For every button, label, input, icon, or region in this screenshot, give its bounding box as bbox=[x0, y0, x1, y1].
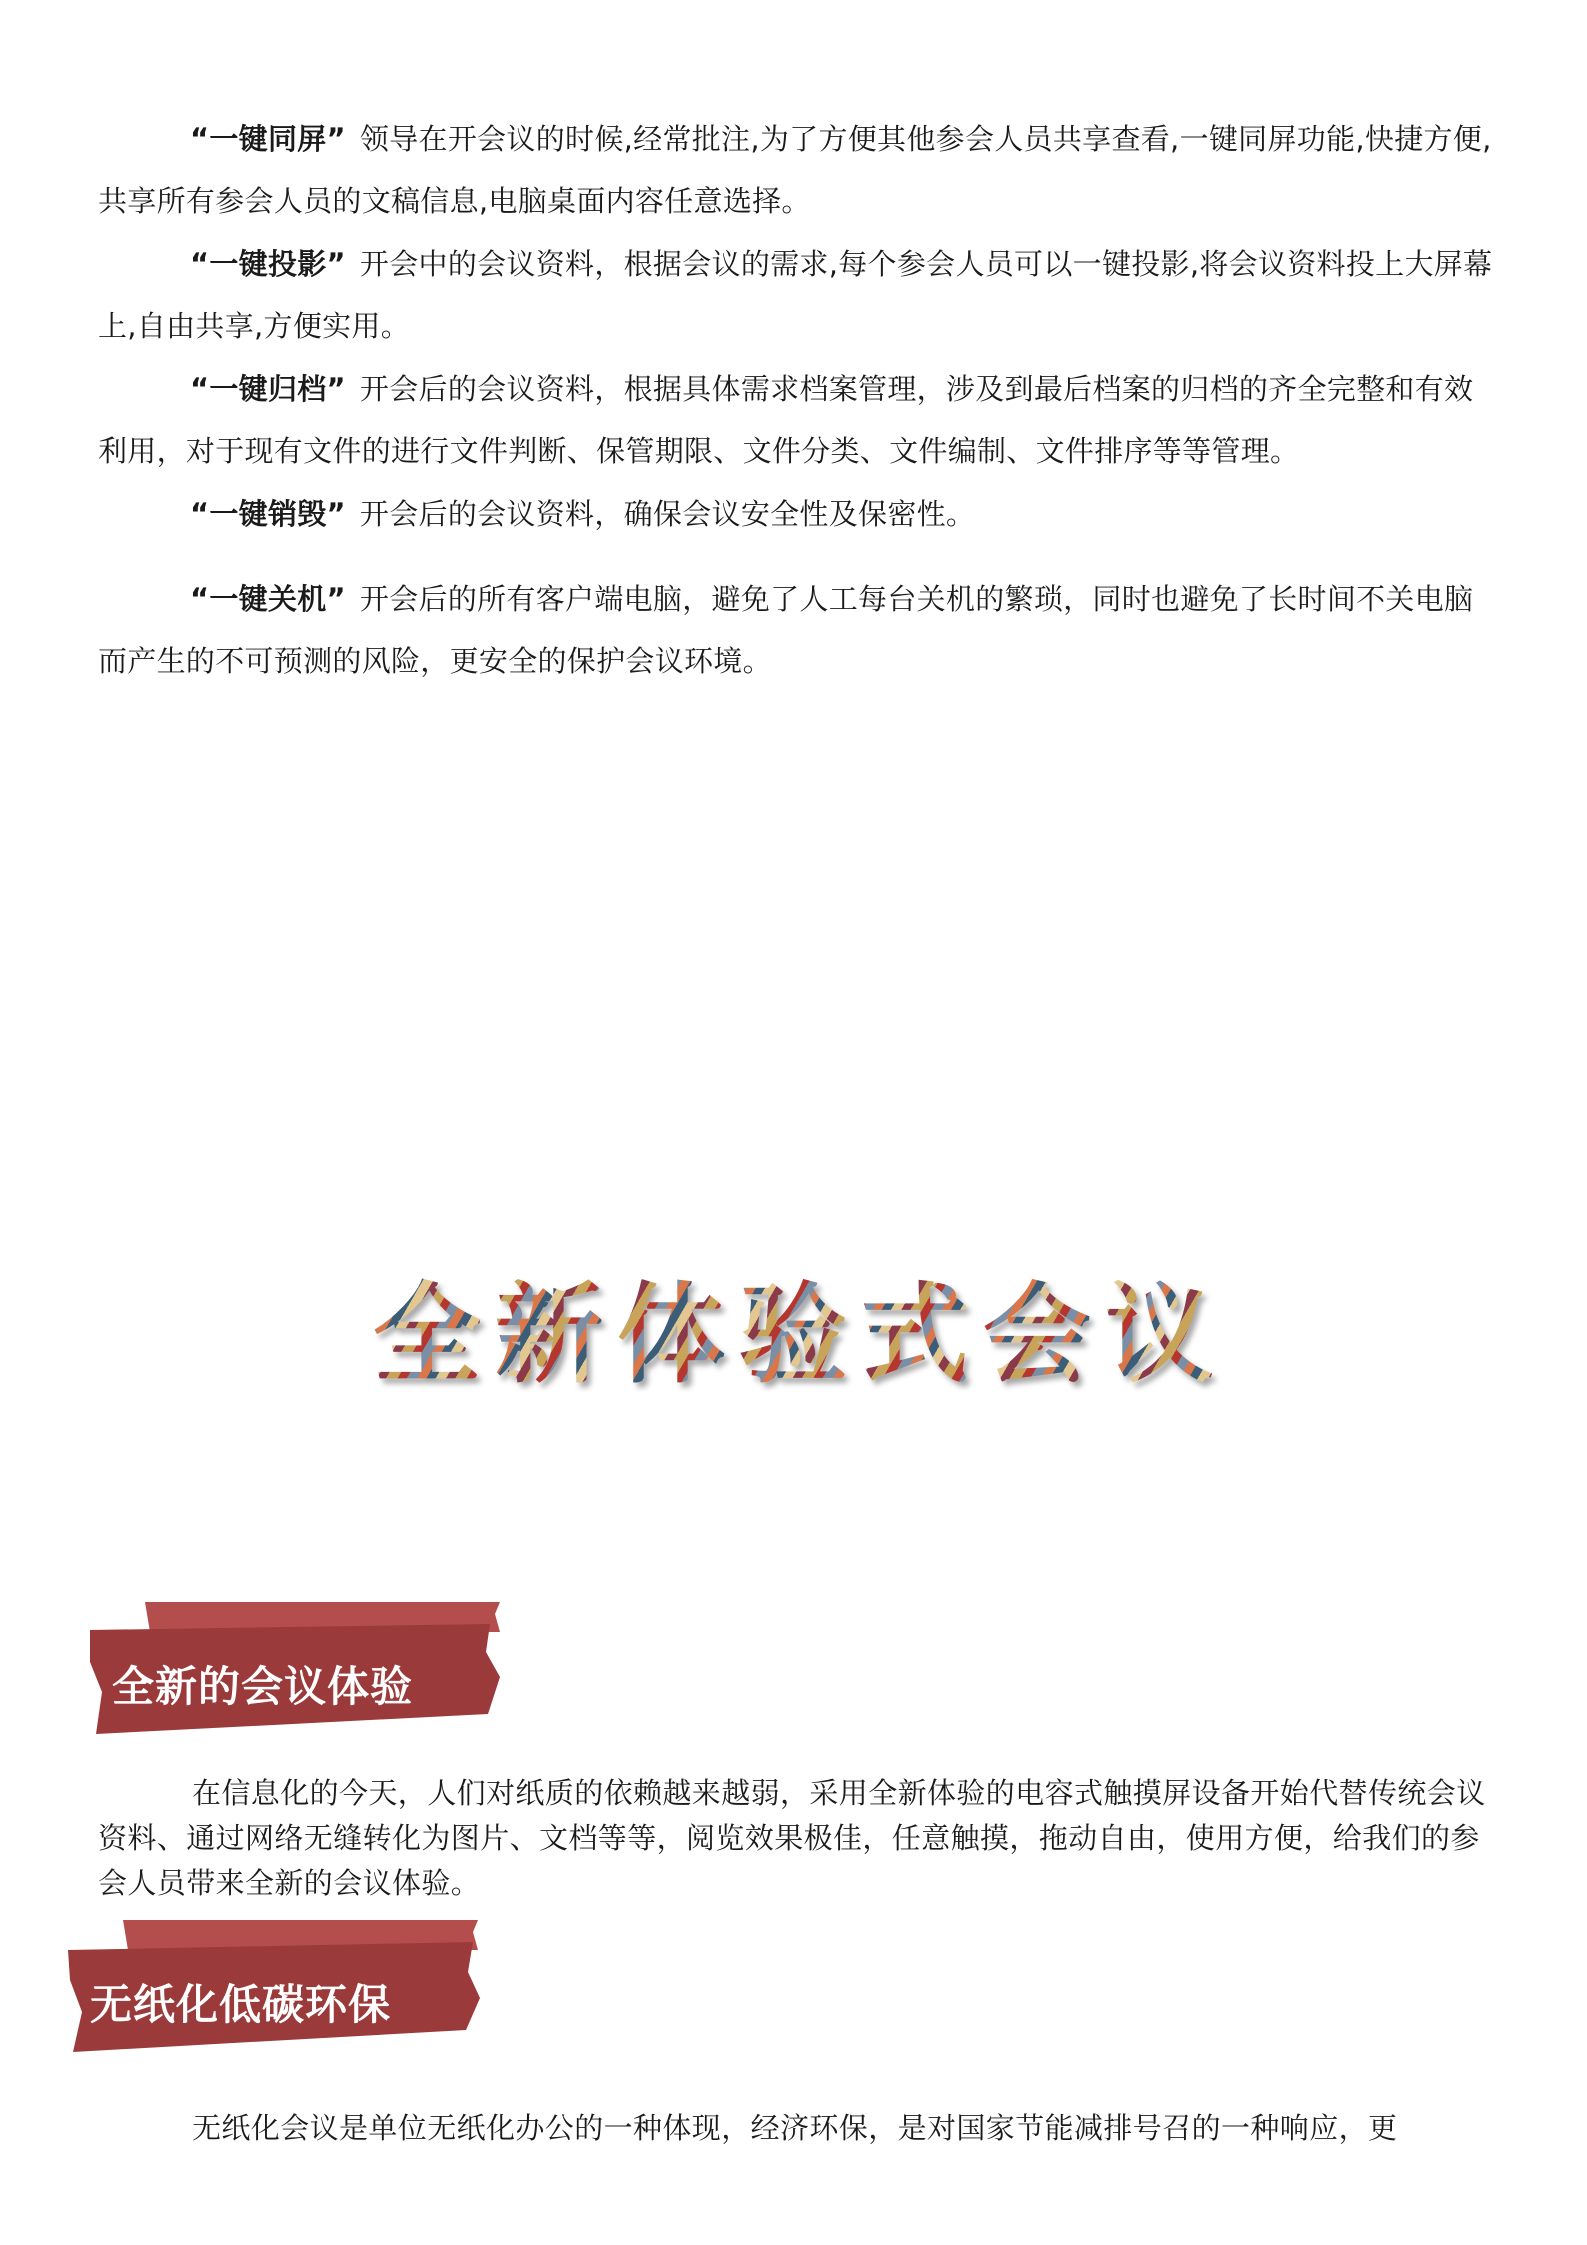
feature-paragraph-shutdown bbox=[98, 568, 1498, 692]
feature-keyword: “一键关机” bbox=[190, 582, 346, 616]
section-banner-experience bbox=[90, 1602, 510, 1737]
feature-text: 开会中的会议资料，根据会议的需求,每个参会人员可以一键投影,将会议资料投上大屏幕上,自由共享,方便实用。 bbox=[98, 247, 1493, 343]
feature-text: 开会后的所有客户端电脑，避免了人工每台关机的繁琐，同时也避免了长时间不关电脑而产生的不可预测的风险，更安全的保护会议环境。 bbox=[98, 582, 1474, 678]
feature-paragraph-projection bbox=[98, 233, 1498, 357]
big-title: 全新体验式会议 bbox=[310, 1270, 1290, 1400]
section-body-paperless: 无纸化会议是单位无纸化办公的一种体现，经济环保，是对国家节能减排号召的一种响应，更 bbox=[192, 2111, 1398, 2145]
feature-text: 开会后的会议资料，确保会议安全性及保密性。 bbox=[359, 497, 976, 531]
feature-text: 开会后的会议资料，根据具体需求档案管理，涉及到最后档案的归档的齐全完整和有效利用，对于现有文件的进行文件判断、保管期限、文件分类、文件编制、文件排序等等管理。 bbox=[98, 372, 1474, 468]
feature-keyword: “一键投影” bbox=[190, 247, 346, 281]
feature-keyword: “一键归档” bbox=[190, 372, 346, 406]
section-body-experience: 在信息化的今天，人们对纸质的依赖越来越弱，采用全新体验的电容式触摸屏设备开始代替传统会议资料、通过网络无缝转化为图片、文档等等，阅览效果极佳，任意触摸，拖动自由，使用方便，给我们的参会人员带来全新的会议体验。 bbox=[98, 1776, 1486, 1900]
feature-keyword: “一键同屏” bbox=[190, 122, 346, 156]
section-heading: 无纸化低碳环保 bbox=[90, 1980, 392, 2029]
feature-paragraph-destroy bbox=[98, 483, 1498, 545]
feature-keyword: “一键销毁” bbox=[190, 497, 346, 531]
feature-paragraph-screen-share bbox=[98, 108, 1498, 232]
feature-text: 领导在开会议的时候,经常批注,为了方便其他参会人员共享查看,一键同屏功能,快捷方便,共享所有参会人员的文稿信息,电脑桌面内容任意选择。 bbox=[98, 122, 1492, 218]
section-heading: 全新的会议体验 bbox=[112, 1662, 414, 1711]
section-banner-paperless bbox=[68, 1920, 488, 2055]
feature-paragraph-archive bbox=[98, 358, 1498, 482]
